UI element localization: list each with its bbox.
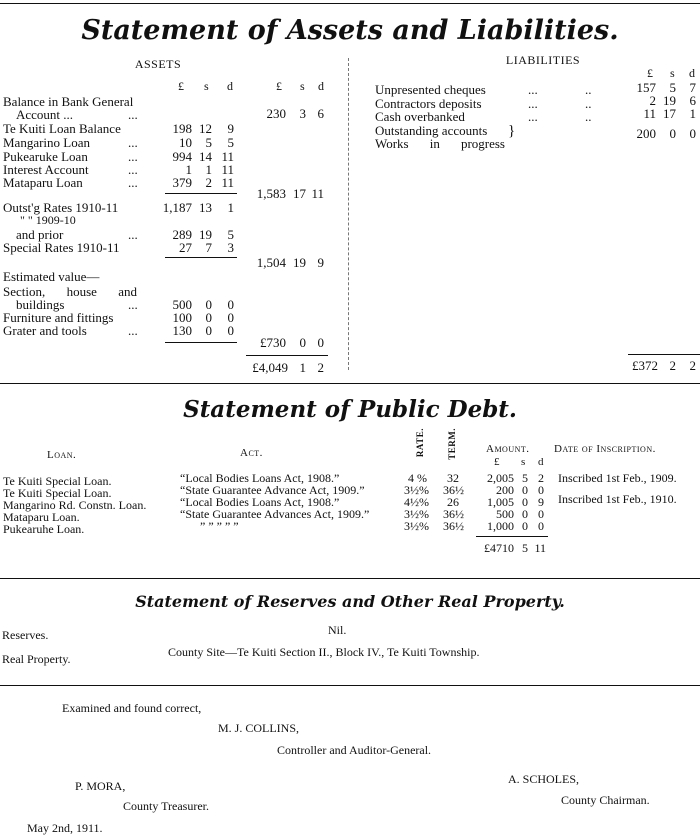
loan-pounds: 994	[172, 149, 192, 164]
loan-label: Interest Account	[3, 162, 89, 177]
assets-heading: ASSETS	[134, 57, 182, 71]
debt-act: “State Guarantee Advance Act, 1909.”	[180, 483, 365, 497]
liability-s: 17	[663, 106, 676, 121]
liability-d: 1	[689, 106, 696, 121]
real-property-value: County Site—Te Kuiti Section II., Block IV., Te Kuiti Township.	[168, 645, 480, 659]
loan-dots: ...	[128, 162, 138, 177]
loan-label: Pukearuke Loan	[3, 149, 88, 164]
reserves-label: Reserves.	[2, 628, 49, 642]
auditor-title: Controller and Auditor-General.	[277, 743, 432, 757]
debt-s: 0	[522, 507, 528, 521]
debt-act: ” ” ” ” ”	[200, 519, 239, 533]
debt-header-amount-pound: £	[494, 456, 500, 468]
rates-total-d: 9	[317, 255, 324, 270]
rates-1909-label-line1: " " 1909-10	[20, 213, 76, 227]
debt-d: 0	[538, 519, 544, 533]
debt-term: 32	[447, 471, 459, 485]
debt-rate: 3½%	[404, 507, 429, 521]
top-rule	[0, 3, 700, 4]
assets-col-pound-2: £	[276, 79, 282, 93]
chairman-title: County Chairman.	[561, 793, 650, 807]
debt-s: 0	[522, 519, 528, 533]
loan-s: 5	[205, 135, 212, 150]
debt-pounds: 500	[496, 507, 514, 521]
loan-label: Mangarino Loan	[3, 135, 91, 150]
section-label-line1: Section, house and	[3, 284, 137, 299]
debt-d: 0	[538, 507, 544, 521]
loan-s: 12	[199, 121, 212, 136]
estimated-total-pounds: £730	[260, 335, 286, 350]
liability-label: Contractors deposits	[375, 96, 482, 111]
furniture-label: Furniture and fittings	[3, 310, 114, 325]
debt-rate: 3½%	[404, 519, 429, 533]
assets-col-s-2: s	[300, 79, 305, 93]
loans-total-d: 11	[311, 186, 324, 201]
liability-dots: ...	[528, 96, 538, 111]
liab-col-pound: £	[647, 66, 653, 80]
debt-header-amount-d: d	[538, 456, 544, 468]
balance-label-line2: Account ...	[16, 107, 74, 122]
debt-term: 36½	[443, 507, 464, 521]
balance-dots: ...	[128, 107, 138, 122]
special-rates-d: 3	[227, 240, 234, 255]
liability-dots: ...	[528, 82, 538, 97]
liability-label: Cash overbanked	[375, 109, 465, 124]
loan-label: Mataparu Loan	[3, 175, 83, 190]
balance-total-s: 3	[299, 106, 306, 121]
debt-pounds: 200	[496, 483, 514, 497]
grater-dots: ...	[128, 323, 138, 338]
debt-d: 0	[538, 483, 544, 497]
debt-pounds: 2,005	[487, 471, 514, 485]
liability-dots: ..	[585, 96, 592, 111]
debt-loan: Te Kuiti Special Loan.	[3, 474, 112, 488]
assets-liabilities-title: Statement of Assets and Liabilities.	[81, 15, 619, 46]
grater-s: 0	[205, 323, 212, 338]
balance-total-pounds: 230	[266, 106, 286, 121]
debt-pounds: 1,000	[487, 519, 514, 533]
liability-d: 6	[689, 93, 696, 108]
assets-grand-total-s: 1	[299, 360, 306, 375]
auditor-name: M. J. COLLINS,	[218, 721, 300, 735]
special-rates-s: 7	[205, 240, 212, 255]
loans-total-pounds: 1,583	[256, 186, 286, 201]
grater-pounds: 130	[172, 323, 192, 338]
debt-header-act: Act.	[240, 447, 263, 459]
rates-total-pounds: 1,504	[256, 255, 286, 270]
special-rates-pounds: 27	[179, 240, 192, 255]
loan-s: 14	[199, 149, 212, 164]
special-rates-label: Special Rates 1910-11	[3, 240, 120, 255]
assets-grand-total-d: 2	[317, 360, 324, 375]
furniture-pounds: 100	[172, 310, 192, 325]
grater-d: 0	[227, 323, 234, 338]
liability-pounds: 157	[636, 80, 656, 95]
loan-pounds: 198	[172, 121, 192, 136]
debt-loan: Pukearuhe Loan.	[3, 522, 85, 536]
outstanding-label-line1: Outstanding accounts	[375, 123, 488, 138]
loan-dots: ...	[128, 175, 138, 190]
loan-dots: ...	[128, 135, 138, 150]
column-divider	[348, 58, 349, 370]
debt-header-rate: RATE.	[415, 428, 425, 458]
assets-col-d-2: d	[318, 79, 324, 93]
furniture-d: 0	[227, 310, 234, 325]
rates-subtotal-rule	[165, 257, 237, 258]
section-rule-3	[0, 685, 700, 686]
debt-s: 5	[522, 471, 528, 485]
estimated-subtotal-rule	[165, 342, 237, 343]
rates-1909-d: 5	[227, 227, 234, 242]
liability-pounds: 11	[643, 106, 656, 121]
debt-date: Inscribed 1st Feb., 1910.	[558, 492, 677, 506]
liability-dots: ...	[528, 109, 538, 124]
debt-pounds: 1,005	[487, 495, 514, 509]
loan-s: 1	[205, 162, 212, 177]
examined-text: Examined and found correct,	[62, 701, 202, 715]
section-dots: ...	[128, 297, 138, 312]
section-rule-2	[0, 578, 700, 579]
liability-s: 19	[663, 93, 676, 108]
furniture-s: 0	[205, 310, 212, 325]
liability-pounds: 2	[649, 93, 656, 108]
debt-header-amount: Amount.	[486, 443, 530, 455]
debt-header-term: TERM.	[447, 428, 457, 460]
liabilities-total-pounds: £372	[632, 358, 658, 373]
loan-label: Te Kuiti Loan Balance	[3, 121, 121, 136]
public-debt-title: Statement of Public Debt.	[183, 396, 517, 423]
assets-col-pound-1: £	[178, 79, 184, 93]
debt-term: 36½	[443, 519, 464, 533]
debt-loan: Mangarino Rd. Constn. Loan.	[3, 498, 147, 512]
outstanding-brace-icon: }	[508, 123, 516, 139]
rates-1910-d: 1	[227, 200, 234, 215]
loan-d: 9	[227, 121, 234, 136]
treasurer-title: County Treasurer.	[123, 799, 210, 813]
debt-term: 26	[447, 495, 459, 509]
balance-label-line1: Balance in Bank General	[3, 94, 134, 109]
debt-rate: 4½%	[404, 495, 429, 509]
rates-1909-label-line2: and prior	[16, 227, 64, 242]
assets-col-s-1: s	[204, 79, 209, 93]
debt-s: 0	[522, 483, 528, 497]
debt-s: 0	[522, 495, 528, 509]
balance-total-d: 6	[317, 106, 324, 121]
debt-act: “Local Bodies Loans Act, 1908.”	[180, 495, 340, 509]
debt-term: 36½	[443, 483, 464, 497]
grater-label: Grater and tools	[3, 323, 87, 338]
section-rule-1	[0, 383, 700, 384]
liabilities-heading: LIABILITIES	[505, 53, 581, 67]
debt-d: 9	[538, 495, 544, 509]
debt-rate: 4 %	[408, 471, 427, 485]
section-s: 0	[205, 297, 212, 312]
loan-pounds: 379	[172, 175, 192, 190]
debt-header-date: Date of Inscription.	[554, 443, 656, 455]
rates-1909-s: 19	[199, 227, 212, 242]
debt-date: Inscribed 1st Feb., 1909.	[558, 471, 677, 485]
liabilities-total-rule	[628, 354, 700, 355]
signature-date: May 2nd, 1911.	[27, 821, 103, 835]
loan-d: 11	[221, 149, 234, 164]
loans-total-s: 17	[293, 186, 306, 201]
debt-total-rule	[476, 536, 548, 537]
real-property-label: Real Property.	[2, 652, 71, 666]
loan-d: 11	[221, 162, 234, 177]
estimated-total-s: 0	[299, 335, 306, 350]
loans-subtotal-rule	[165, 193, 237, 194]
treasurer-name: P. MORA,	[75, 779, 126, 793]
rates-1909-dots: ...	[128, 227, 138, 242]
section-label-line2: buildings	[16, 297, 65, 312]
debt-total-pounds: £4710	[484, 541, 514, 555]
debt-act: “Local Bodies Loans Act, 1908.”	[180, 471, 340, 485]
liability-label: Unpresented cheques	[375, 82, 486, 97]
debt-header-amount-s: s	[521, 456, 526, 468]
liability-dots: ..	[585, 82, 592, 97]
loan-pounds: 10	[179, 135, 192, 150]
debt-total-d: 11	[534, 541, 546, 555]
rates-total-s: 19	[293, 255, 306, 270]
assets-grand-total-rule	[246, 355, 328, 356]
outstanding-d: 0	[689, 126, 696, 141]
liability-dots: ..	[585, 109, 592, 124]
debt-header-loan: Loan.	[47, 449, 77, 461]
assets-grand-total-pounds: £4,049	[252, 360, 288, 375]
outstanding-label-line2: Works in progress	[375, 136, 505, 151]
estimated-heading: Estimated value—	[3, 269, 100, 284]
liabilities-total-d: 2	[689, 358, 696, 373]
liab-col-d: d	[689, 66, 695, 80]
outstanding-pounds: 200	[636, 126, 656, 141]
liability-s: 5	[669, 80, 676, 95]
debt-act: “State Guarantee Advances Act, 1909.”	[180, 507, 370, 521]
debt-d: 2	[538, 471, 544, 485]
assets-col-d-1: d	[227, 79, 233, 93]
chairman-name: A. SCHOLES,	[508, 772, 580, 786]
debt-loan: Mataparu Loan.	[3, 510, 80, 524]
loan-d: 11	[221, 175, 234, 190]
liab-col-s: s	[670, 66, 675, 80]
reserves-value: Nil.	[328, 623, 347, 637]
rates-1910-s: 13	[199, 200, 212, 215]
reserves-title: Statement of Reserves and Other Real Property.	[135, 592, 565, 611]
liability-d: 7	[689, 80, 696, 95]
loan-dots: ...	[128, 149, 138, 164]
debt-rate: 3½%	[404, 483, 429, 497]
loan-pounds: 1	[185, 162, 192, 177]
rates-1909-pounds: 289	[172, 227, 192, 242]
debt-total-s: 5	[522, 541, 528, 555]
outstanding-s: 0	[669, 126, 676, 141]
liabilities-total-s: 2	[669, 358, 676, 373]
section-pounds: 500	[172, 297, 192, 312]
loan-d: 5	[227, 135, 234, 150]
estimated-total-d: 0	[317, 335, 324, 350]
rates-1910-pounds: 1,187	[162, 200, 192, 215]
section-d: 0	[227, 297, 234, 312]
rates-1910-label: Outst'g Rates 1910-11	[3, 200, 119, 215]
loan-s: 2	[205, 175, 212, 190]
debt-loan: Te Kuiti Special Loan.	[3, 486, 112, 500]
